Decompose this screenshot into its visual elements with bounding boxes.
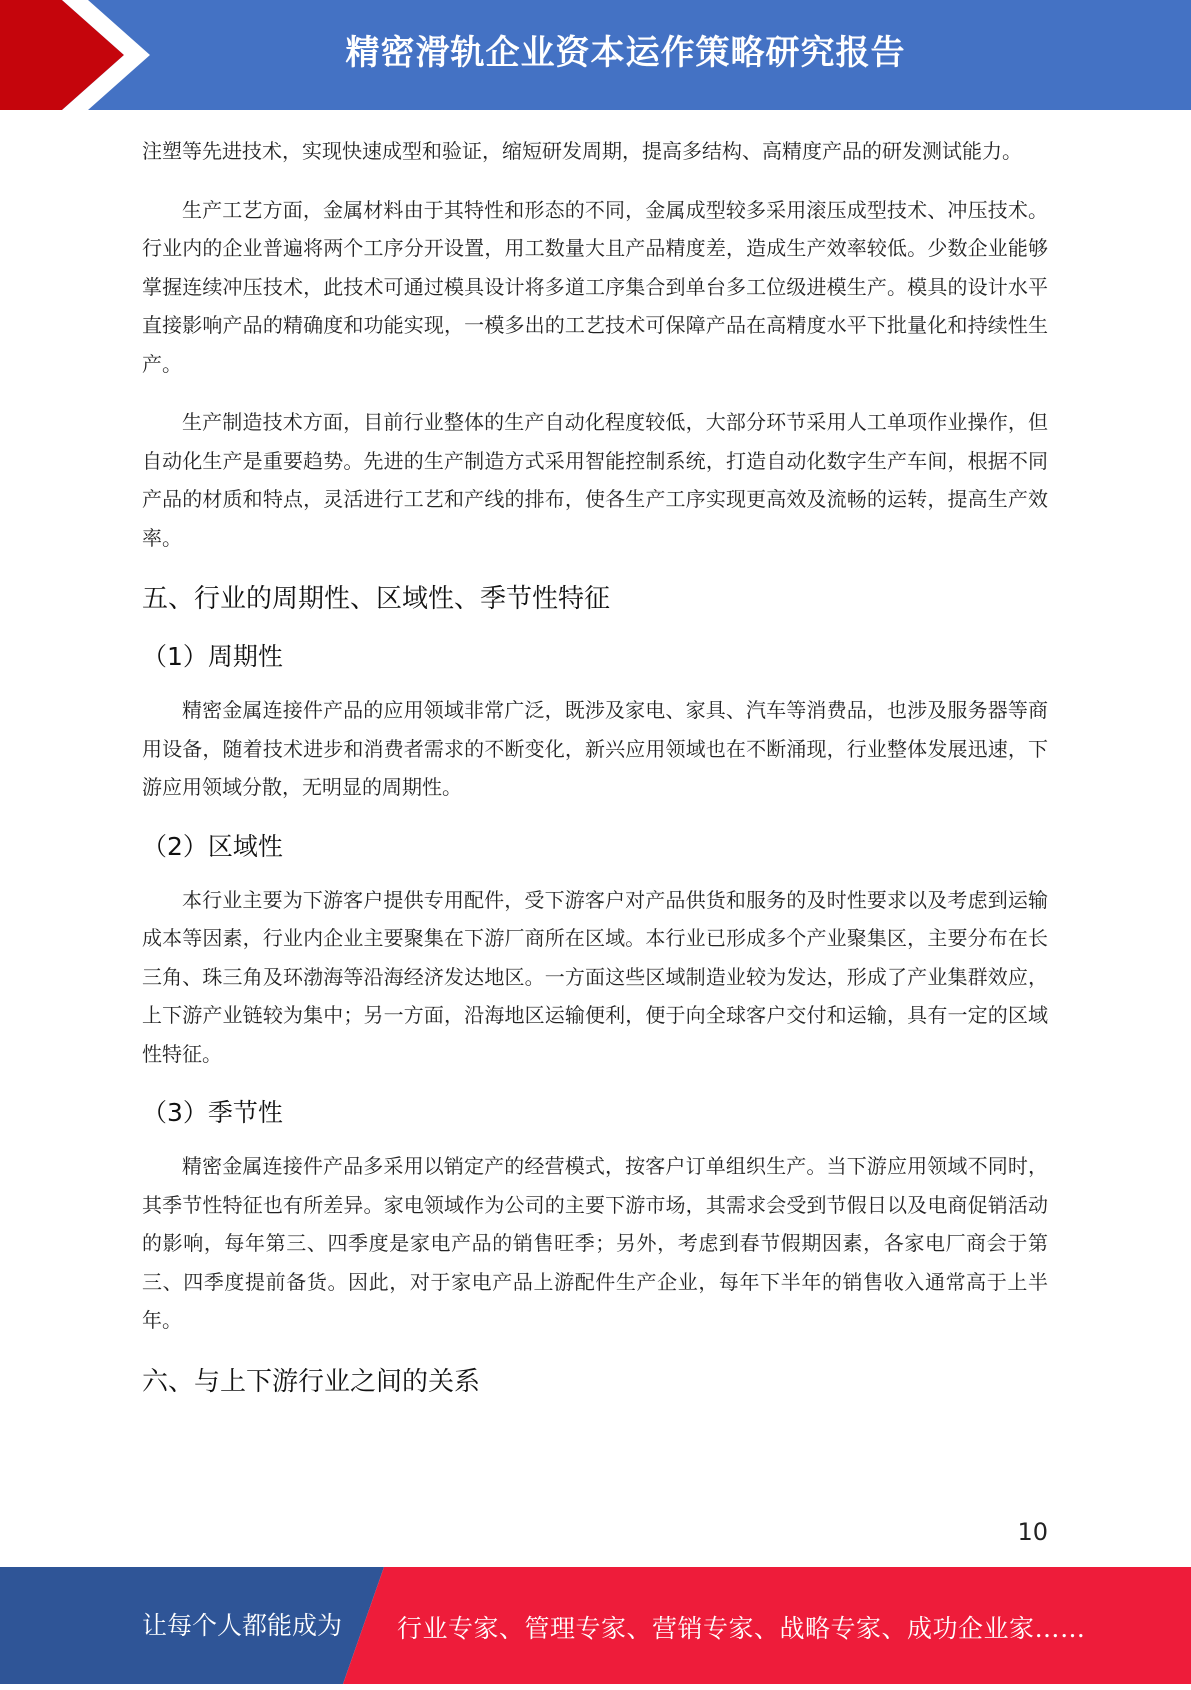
page-footer: [0, 1567, 1191, 1684]
paragraph-cyclical: 精密金属连接件产品的应用领域非常广泛，既涉及家电、家具、汽车等消费品，也涉及服务器等商用设备，随着技术进步和消费者需求的不断变化，新兴应用领域也在不断涌现，行业整体发展迅速，下游应用领域分散，无明显的周期性。: [142, 698, 1048, 799]
footer-slogan-right: 行业专家、管理专家、营销专家、战略专家、成功企业家……: [397, 1614, 1086, 1643]
page-header: [0, 0, 1191, 110]
section-heading-6: 六、与上下游行业之间的关系: [142, 1366, 481, 1397]
footer-slogan-left: 让每个人都能成为: [142, 1611, 343, 1640]
paragraph-continued: 注塑等先进技术，实现快速成型和验证，缩短研发周期，提高多结构、高精度产品的研发测试能力。: [142, 139, 1022, 163]
report-title: 精密滑轨企业资本运作策略研究报告: [345, 33, 906, 73]
paragraph-regional: 本行业主要为下游客户提供专用配件，受下游客户对产品供货和服务的及时性要求以及考虑到运输成本等因素，行业内企业主要聚集在下游厂商所在区域。本行业已形成多个产业聚集区，主要分布在长三角、珠三角及环渤海等沿海经济发达地区。一方面这些区域制造业较为发达，形成了产业集群效应，上下游产业链较为集中；另一方面，沿海地区运输便利，便于向全球客户交付和运输，具有一定的区域性特征。: [142, 887, 1048, 1066]
page-number: 10: [1017, 1518, 1048, 1546]
subheading-regional: （2）区域性: [142, 831, 283, 861]
subheading-seasonal: （3）季节性: [142, 1098, 283, 1127]
page-content: [142, 132, 1048, 1420]
paragraph-seasonal: 精密金属连接件产品多采用以销定产的经营模式，按客户订单组织生产。当下游应用领域不同时，其季节性特征也有所差异。家电领域作为公司的主要下游市场，其需求会受到节假日以及电商促销活动的影响，每年第三、四季度是家电产品的销售旺季；另外，考虑到春节假期因素，各家电厂商会于第三、四季度提前备货。因此，对于家电产品上游配件生产企业，每年下半年的销售收入通常高于上半年。: [142, 1154, 1048, 1332]
section-heading-5: 五、行业的周期性、区域性、季节性特征: [142, 584, 611, 614]
paragraph-production-process: 生产工艺方面，金属材料由于其特性和形态的不同，金属成型较多采用滚压成型技术、冲压技术。行业内的企业普遍将两个工序分开设置，用工数量大且产品精度差，造成生产效率较低。少数企业能够掌握连续冲压技术，此技术可通过模具设计将多道工序集合到单台多工位级进模生产。模具的设计水平直接影响产品的精确度和功能实现，一模多出的工艺技术可保障产品在高精度水平下批量化和持续性生产。: [142, 197, 1048, 376]
subheading-cyclical: （1）周期性: [142, 642, 283, 671]
paragraph-manufacturing-tech: 生产制造技术方面，目前行业整体的生产自动化程度较低，大部分环节采用人工单项作业操作，但自动化生产是重要趋势。先进的生产制造方式采用智能控制系统，打造自动化数字生产车间，根据不同产品的材质和特点，灵活进行工艺和产线的排布，使各生产工序实现更高效及流畅的运转，提高生产效率。: [142, 410, 1048, 550]
